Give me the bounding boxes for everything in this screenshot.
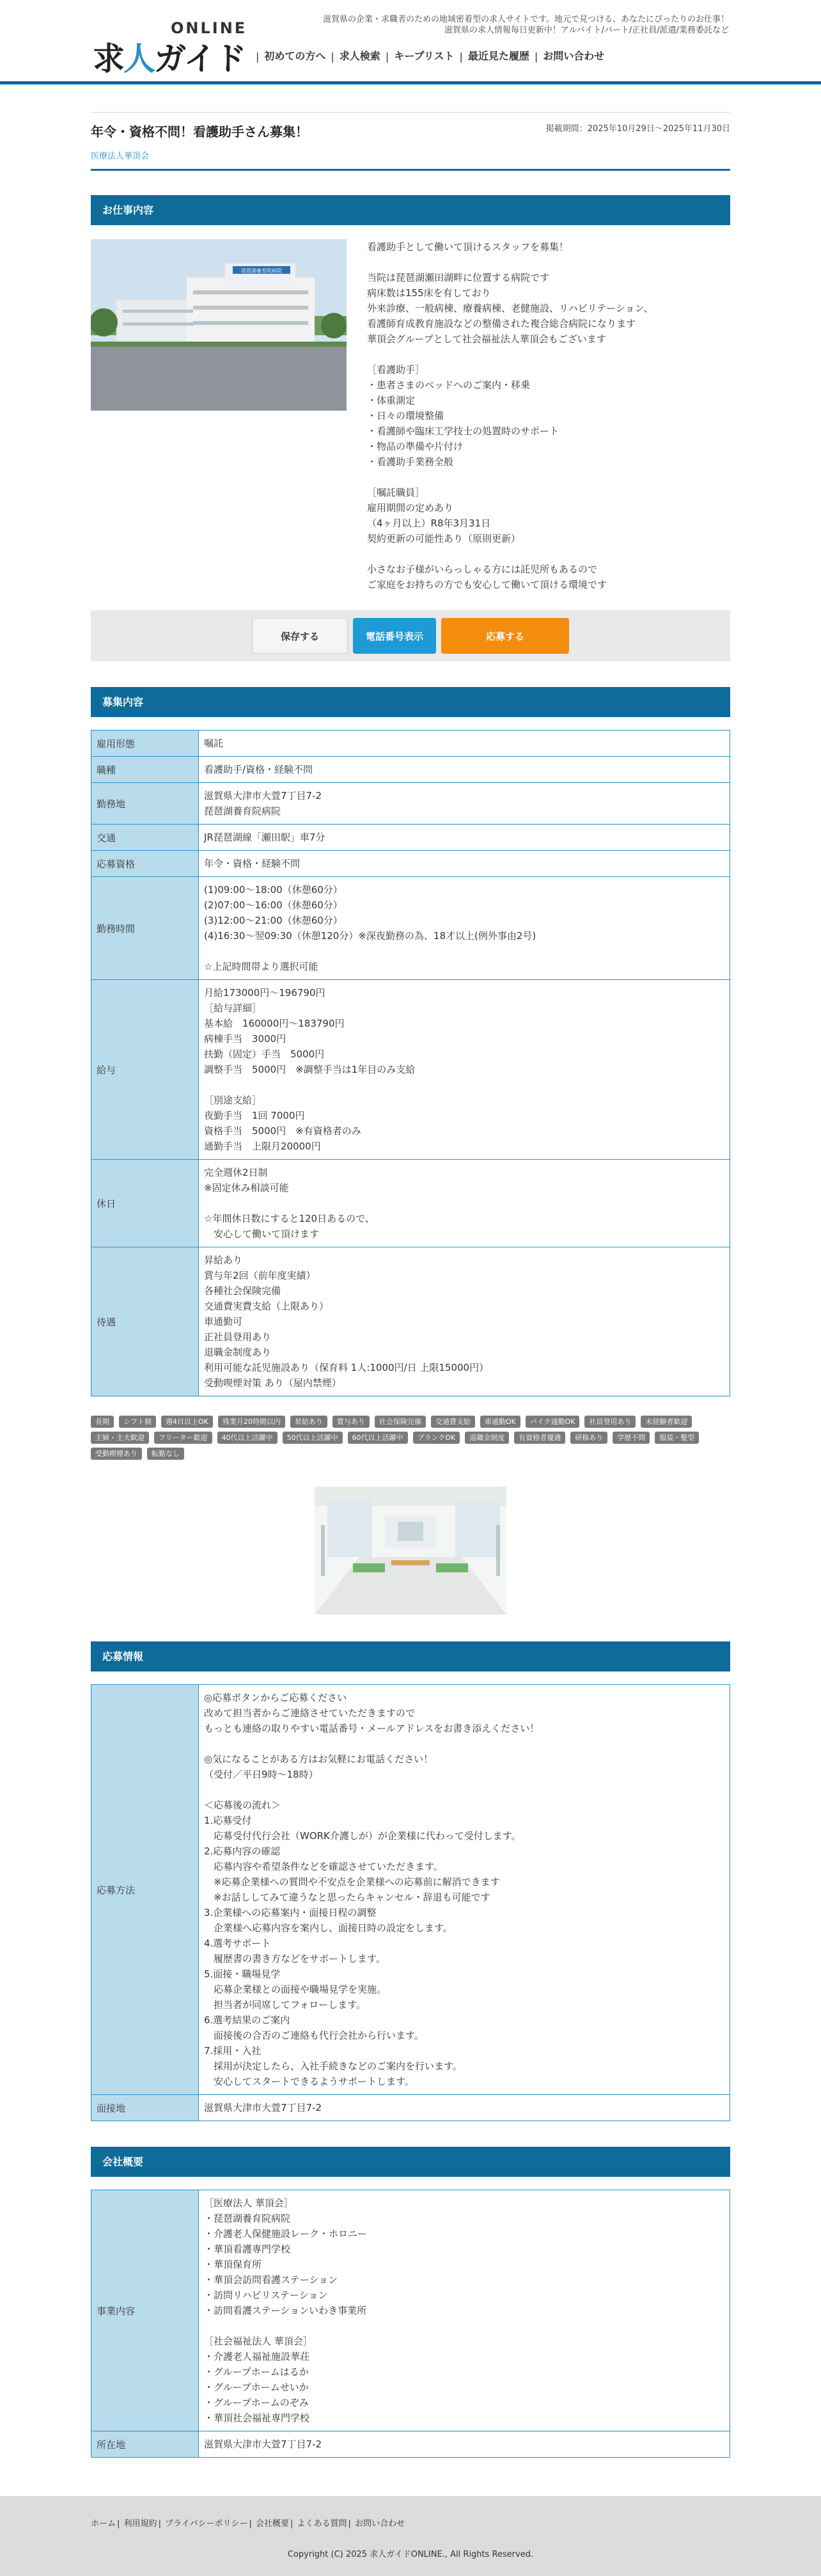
row-label: 所在地 bbox=[91, 2431, 199, 2458]
row-label: 勤務地 bbox=[91, 783, 199, 825]
feature-tag: 主婦・主夫歓迎 bbox=[91, 1432, 149, 1444]
row-value: JR琵琶湖線「瀬田駅」車7分 bbox=[199, 825, 730, 851]
logo-online-text: ONLINE bbox=[171, 19, 247, 37]
logo-main-text: 求人ガイド bbox=[93, 40, 246, 77]
row-label: 勤務時間 bbox=[91, 877, 199, 980]
feature-tag: 残業月20時間以内 bbox=[218, 1416, 285, 1428]
site-tagline: 滋賀県の企業・求職者のための地域密着型の求人サイトです。地元で見つける、あなたにぴったりのお仕事！ 滋賀県の求人情報毎日更新中！アルバイト/パート/正社員/派遣/業務委託など bbox=[322, 15, 729, 35]
feature-tag: 学歴不問 bbox=[613, 1432, 650, 1444]
row-value: 昇給あり 賞与年2回（前年度実績） 各種社会保険完備 交通費実費支給（上限あり） 車通勤可 正社員登用あり 退職金制度あり 利用可能な託児施設あり（保育料 1人:1000円/日 上限15000円） 受動喫煙対策 あり（屋内禁煙） bbox=[199, 1247, 730, 1396]
feature-tag: 60代以上活躍中 bbox=[348, 1432, 408, 1444]
feature-tag: 長期 bbox=[91, 1416, 114, 1428]
row-label: 給与 bbox=[91, 980, 199, 1160]
feature-tag: バイク通勤OK bbox=[526, 1416, 580, 1428]
row-value: 看護助手/資格・経験不問 bbox=[199, 757, 730, 783]
table-row bbox=[91, 1247, 730, 1396]
table-row bbox=[91, 731, 730, 757]
copyright: Copyright (C) 2025 求人ガイドONLINE., All Rights Reserved. bbox=[287, 2550, 534, 2559]
feature-tag: 50代以上活躍中 bbox=[283, 1432, 343, 1444]
row-value: 嘱託 bbox=[199, 731, 730, 757]
row-label: 応募資格 bbox=[91, 851, 199, 877]
feature-tag: 昇給あり bbox=[290, 1416, 327, 1428]
work-body bbox=[91, 239, 730, 592]
feature-tag: 受動喫煙あり bbox=[91, 1448, 142, 1460]
table-row bbox=[91, 877, 730, 980]
feature-tag: 退職金制度 bbox=[465, 1432, 509, 1444]
table-row bbox=[91, 1685, 730, 2095]
recruit-table bbox=[91, 730, 730, 1396]
footer-link-terms[interactable]: 利用規約 bbox=[123, 2519, 157, 2529]
row-label: 面接地 bbox=[91, 2095, 199, 2121]
show-phone-button[interactable]: 電話番号表示 bbox=[353, 618, 436, 654]
main-content bbox=[91, 112, 730, 2458]
save-button[interactable]: 保存する bbox=[252, 618, 348, 654]
table-row bbox=[91, 757, 730, 783]
feature-tag: フリーター歓迎 bbox=[154, 1432, 212, 1444]
company-section-heading: 会社概要 bbox=[91, 2147, 730, 2177]
feature-tag: 社員登用あり bbox=[584, 1416, 636, 1428]
feature-tag: 賞与あり bbox=[332, 1416, 370, 1428]
footer-link-home[interactable]: ホーム bbox=[91, 2519, 116, 2529]
row-label: 応募方法 bbox=[91, 1685, 199, 2095]
row-value: 滋賀県大津市大萱7丁目7-2 琵琶湖養育院病院 bbox=[199, 783, 730, 825]
row-value: 年令・資格・経験不問 bbox=[199, 851, 730, 877]
company-link[interactable]: 医療法人華頂会 bbox=[91, 152, 150, 161]
global-nav: | 初めての方へ | 求人検索 | キープリスト | 最近見た履歴 | お問い合わせ bbox=[256, 50, 609, 63]
table-row bbox=[91, 825, 730, 851]
apply-section-heading: 応募情報 bbox=[91, 1641, 730, 1671]
nav-job-search[interactable]: 求人検索 bbox=[339, 50, 380, 62]
nav-beginners[interactable]: 初めての方へ bbox=[264, 50, 326, 62]
row-value: 月給173000円〜196790円 ［給与詳細］ 基本給 160000円〜183790円 病棟手当 3000円 扶勤（固定）手当 5000円 調整手当 5000円 ※調整手当は1年目のみ支給 ［別途支給］ 夜勤手当 1回 7000円 資格手当 5000円 ※有資格者のみ 通勤手当 上限月20000円 bbox=[199, 980, 730, 1160]
row-value: 滋賀県大津市大萱7丁目7-2 bbox=[199, 2095, 730, 2121]
feature-tag: 交通費支給 bbox=[431, 1416, 475, 1428]
row-label: 待遇 bbox=[91, 1247, 199, 1396]
recruit-section-heading: 募集内容 bbox=[91, 687, 730, 717]
row-label: 交通 bbox=[91, 825, 199, 851]
feature-tag: 服装・髪型 bbox=[655, 1432, 699, 1444]
action-bar bbox=[91, 610, 730, 661]
feature-tags bbox=[91, 1416, 730, 1460]
footer-link-contact[interactable]: お問い合わせ bbox=[355, 2519, 405, 2529]
table-row bbox=[91, 783, 730, 825]
apply-button[interactable]: 応募する bbox=[441, 618, 569, 654]
svg-text:琵琶湖養育院病院: 琵琶湖養育院病院 bbox=[241, 268, 282, 274]
row-label: 休日 bbox=[91, 1160, 199, 1247]
posting-period: 掲載期間：2025年10月29日〜2025年11月30日 bbox=[545, 124, 730, 134]
row-label: 職種 bbox=[91, 757, 199, 783]
row-value: 滋賀県大津市大萱7丁目7-2 bbox=[199, 2431, 730, 2458]
row-label: 事業内容 bbox=[91, 2190, 199, 2431]
table-row bbox=[91, 2095, 730, 2121]
feature-tag: 未経験者歓迎 bbox=[641, 1416, 692, 1428]
feature-tag: ブランクOK bbox=[413, 1432, 460, 1444]
row-label: 雇用形態 bbox=[91, 731, 199, 757]
job-header bbox=[91, 112, 730, 171]
feature-tag: 車通勤OK bbox=[480, 1416, 520, 1428]
site-header bbox=[0, 3, 821, 84]
footer-link-faq[interactable]: よくある質問 bbox=[297, 2519, 347, 2529]
table-row bbox=[91, 851, 730, 877]
row-value: 完全週休2日制 ※固定休み相談可能 ☆年間休日数にすると120日あるので、 安心して働いて頂けます bbox=[199, 1160, 730, 1247]
footer-nav: ホーム | 利用規約 | プライバシーポリシー | 会社概要 | よくある質問 | お問い合わせ bbox=[91, 2519, 405, 2529]
row-value: ［医療法人 華頂会］ ・琵琶湖養育院病院 ・介護老人保健施設レーク・ホロニー ・華頂看護専門学校 ・華頂保育所 ・華頂会訪問看護ステーション ・訪問リハビリステーション ・訪問看護ステーションいわき事業所 ［社会福祉法人 華頂会］ ・介護老人福祉施設華荘 ・グループホームはるか ・グループホームせいか ・グループホームのぞみ ・華頂社会福祉専門学校 bbox=[199, 2190, 730, 2431]
nav-contact[interactable]: お問い合わせ bbox=[543, 50, 605, 62]
row-value: (1)09:00〜18:00（休憩60分） (2)07:00〜16:00（休憩60分） (3)12:00〜21:00（休憩60分） (4)16:30〜翌09:30（休憩120分）※深夜勤務の為、18才以上(例外事由2号) ☆上記時間帯より選択可能 bbox=[199, 877, 730, 980]
company-table bbox=[91, 2190, 730, 2458]
feature-tag: 有資格者優遇 bbox=[514, 1432, 565, 1444]
site-footer bbox=[0, 2496, 821, 2576]
feature-tag: 社会保険完備 bbox=[375, 1416, 426, 1428]
nav-recent-history[interactable]: 最近見た履歴 bbox=[467, 50, 529, 62]
feature-tag: 40代以上活躍中 bbox=[217, 1432, 278, 1444]
site-logo[interactable] bbox=[93, 19, 253, 77]
row-value: ◎応募ボタンからご応募ください 改めて担当者からご連絡させていただきますので もっとも連絡の取りやすい電話番号・メールアドレスをお書き添えください！ ◎気になることがある方はお気軽にお電話ください！ （受付／平日9時〜18時） ＜応募後の流れ＞ 1.応募受付 応募受付代行会社（WORK介護しが）が企業様に代わって受付します。 2.応募内容の確認 応募内容や希望条件などを確認させていただきます。 ※応募企業様への質問や不安点を企業様への応募前に解消できます ※お話ししてみて違うなと思ったらキャンセル・辞退も可能です 3.企業様への応募案内・面接日程の調整 企業様へ応募内容を案内し、面接日時の設定をします。 4.選考サポート 履歴書の書き方などをサポートします。 5.面接・職場見学 応募企業様との面接や職場見学を実施。 担当者が同席してフォローします。 6.選考結果のご案内 面接後の合否のご連絡も代行会社から行います。 7.採用・入社 採用が決定したら、入社手続きなどのご案内を行います。 安心してスタートできるようサポートします。 bbox=[199, 1685, 730, 2095]
table-row bbox=[91, 980, 730, 1160]
table-row bbox=[91, 2431, 730, 2458]
feature-tag: 転勤なし bbox=[147, 1448, 184, 1460]
footer-link-company[interactable]: 会社概要 bbox=[255, 2519, 289, 2529]
work-description: 看護助手として働いて頂けるスタッフを募集！ 当院は琵琶湖瀬田湖畔に位置する病院です 病床数は155床を有しており 外来診療、一般病棟、療養病棟、老健施設、リハビリテーション、 看護師育成教育施設などの整備された複合総合病院になります 華頂会グループとして社会福祉法人華頂会もございます ［看護助手］ ・患者さまのベッドへのご案内・移乗 ・体重測定 ・日々の環境整備 ・看護師や臨床工学技士の処置時のサポート ・物品の準備や片付け ・看護助手業務全般 ［嘱託職員］ 雇用期間の定めあり （4ヶ月以上）R8年3月31日 契約更新の可能性あり（原則更新） 小さなお子様がいらっしゃる方には託児所もあるので ご家庭をお持ちの方でも安心して働いて頂ける環境です bbox=[367, 241, 653, 590]
apply-table bbox=[91, 1684, 730, 2121]
feature-tag: シフト制 bbox=[119, 1416, 156, 1428]
hospital-photo bbox=[91, 239, 347, 411]
feature-tag: 週4日以上OK bbox=[161, 1416, 213, 1428]
job-title: 年令・資格不問！看護助手さん募集！ bbox=[91, 124, 308, 139]
feature-tag: 研修あり bbox=[570, 1432, 607, 1444]
nav-keep-list[interactable]: キープリスト bbox=[394, 50, 455, 62]
table-row bbox=[91, 2190, 730, 2431]
footer-link-privacy[interactable]: プライバシーポリシー bbox=[165, 2519, 248, 2529]
table-row bbox=[91, 1160, 730, 1247]
work-section-heading: お仕事内容 bbox=[91, 195, 730, 225]
lobby-photo bbox=[315, 1487, 506, 1615]
